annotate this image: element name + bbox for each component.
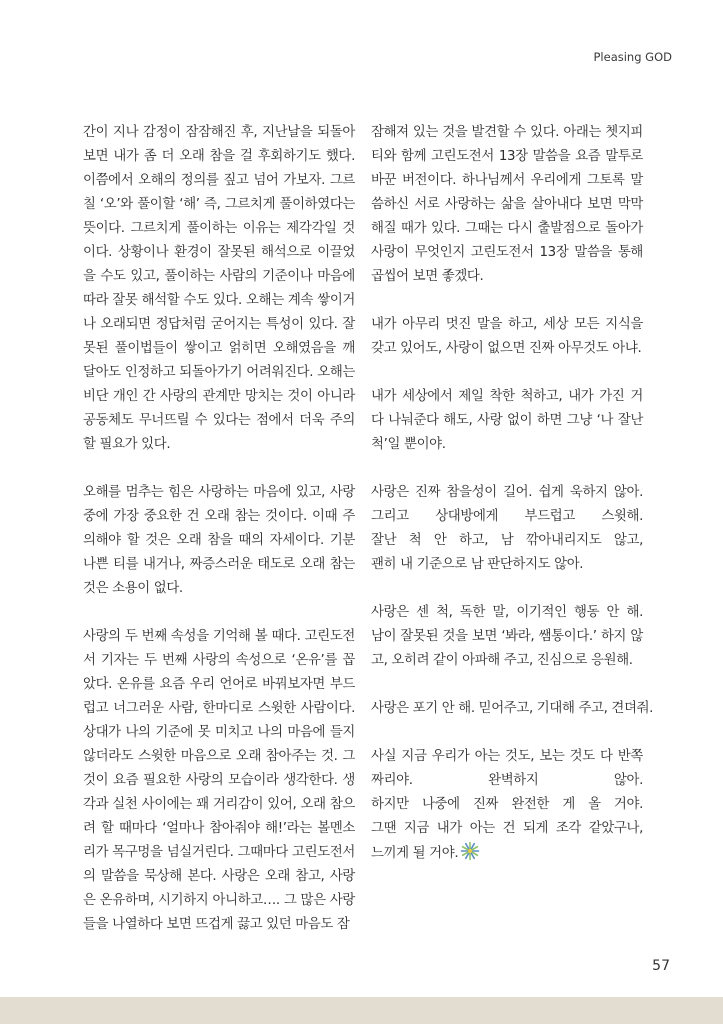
right-column (371, 121, 654, 865)
text-line: 않더라도 스윗한 마음으로 오래 참아주는 것. 그 (83, 749, 355, 764)
text-line: 서 기자는 두 번째 사랑의 속성으로 ‘온유’를 꼽 (83, 653, 355, 668)
text-line: 상대가 나의 기준에 못 미치고 나의 마음에 들지 (83, 725, 355, 740)
text-line: 의 말씀을 묵상해 본다. 사랑은 오래 참고, 사랑 (83, 869, 355, 884)
text-line: 잠해져 있는 것을 발견할 수 있다. 아래는 쳇지피 (371, 125, 643, 140)
text-line: 럽고 너그러운 사람, 한마디로 스윗한 사람이다. (83, 701, 355, 716)
text-line: 나 오래되면 정답처럼 굳어지는 특성이 있다. 잘 (83, 317, 355, 332)
text-line: 괜히 내 기준으로 남 판단하지도 않아. (371, 557, 584, 572)
text-line: 갖고 있어도, 사랑이 없으면 진짜 아무것도 아냐. (371, 341, 642, 356)
text-line: 들을 나열하다 보면 뜨겁게 끓고 있던 마음도 잠 (83, 917, 350, 932)
paragraph-gap (371, 577, 643, 601)
text-line: 곱씹어 보면 좋겠다. (371, 269, 484, 284)
running-header: Pleasing GOD (593, 50, 672, 64)
paragraph-gap (371, 673, 643, 697)
text-line: 사실 지금 우리가 아는 것도, 보는 것도 다 반쪽 (371, 749, 643, 764)
text-line: 려 할 때마다 ‘얼마나 참아줘야 해!’라는 볼멘소 (83, 821, 355, 836)
text-line: 그땐 지금 내가 아는 건 되게 조각 같았구나, (371, 821, 643, 836)
text-line: 각과 실천 사이에는 꽤 거리감이 있어, 오래 참으 (83, 797, 355, 812)
left-column (83, 121, 355, 937)
text-line: 의해야 할 것은 오래 참을 때의 자세이다. 기분 (83, 533, 355, 548)
paragraph-gap (371, 721, 643, 745)
text-line: 간이 지나 감정이 잠잠해진 후, 지난날을 되돌아 (83, 125, 355, 140)
text-line: 보면 내가 좀 더 오래 참을 걸 후회하기도 했다. (83, 149, 355, 164)
text-line: 해질 때가 있다. 그때는 다시 출발점으로 돌아가 (371, 221, 643, 236)
text-line: 하지만 나중에 진짜 완전한 게 올 거야. (371, 797, 643, 812)
text-line: 았다. 온유를 요즘 우리 언어로 바꿔보자면 부드 (83, 677, 355, 692)
text-line: 그리고 상대방에게 부드럽고 스윗해. (371, 509, 643, 524)
footer-band (0, 997, 723, 1024)
blue-flower-icon (460, 841, 480, 861)
paragraph-gap (83, 457, 355, 481)
text-line: 씀하신 서로 사랑하는 삶을 살아내다 보면 막막 (371, 197, 643, 212)
text-line: 이다. 상황이나 환경이 잘못된 해석으로 이끌었 (83, 245, 355, 260)
text-line: 비단 개인 간 사랑의 관계만 망치는 것이 아니라 (83, 389, 355, 404)
text-line: 남이 잘못된 것을 보면 ‘봐라, 쌤통이다.’ 하지 않 (371, 629, 643, 644)
text-line: 사랑의 두 번째 속성을 기억해 볼 때다. 고린도전 (83, 629, 355, 644)
text-line: 다 나눠준다 해도, 사랑 없이 하면 그냥 ‘나 잘난 (371, 413, 643, 428)
paragraph-gap (83, 601, 355, 625)
text-line: 잘난 척 안 하고, 남 깎아내리지도 않고, (371, 533, 643, 548)
text-line: 공동체도 무너뜨릴 수 있다는 점에서 더욱 주의 (83, 413, 355, 428)
text-line: 뜻이다. 그르치게 풀이하는 이유는 제각각일 것 (83, 221, 355, 236)
text-line: 내가 세상에서 제일 착한 척하고, 내가 가진 거 (371, 389, 643, 404)
text-line: 짜리야. 완벽하지 않아. (371, 773, 643, 788)
text-line: 이쯤에서 오해의 정의를 짚고 넘어 가보자. 그르 (83, 173, 355, 188)
text-line: 바꾼 버전이다. 하나님께서 우리에게 그토록 말 (371, 173, 643, 188)
text-line: 중에 가장 중요한 건 오래 참는 것이다. 이때 주 (83, 509, 355, 524)
paragraph-gap (371, 457, 643, 481)
text-line: 사랑은 포기 안 해. 믿어주고, 기대해 주고, 견뎌줘. (371, 701, 654, 716)
page-number: 57 (652, 958, 670, 974)
text-line: 사랑은 진짜 참을성이 길어. 쉽게 욱하지 않아. (371, 485, 643, 500)
text-line: 칠 ‘오’와 풀이할 ‘해’ 즉, 그르치게 풀이하였다는 (83, 197, 355, 212)
text-line: 것은 소용이 없다. (83, 581, 183, 596)
text-line: 내가 아무리 멋진 말을 하고, 세상 모든 지식을 (371, 317, 643, 332)
text-line: 것이 요즘 필요한 사랑의 모습이라 생각한다. 생 (83, 773, 355, 788)
text-line: 달아도 인정하고 되돌아가기 어려워진다. 오해는 (83, 365, 355, 380)
text-line: 따라 잘못 해석할 수도 있다. 오해는 계속 쌓이거 (83, 293, 355, 308)
text-line: 을 수도 있고, 풀이하는 사람의 기준이나 마음에 (83, 269, 355, 284)
text-line: 사랑이 무엇인지 고린도전서 13장 말씀을 통해 (371, 245, 643, 260)
text-line: 고, 오히려 같이 아파해 주고, 진심으로 응원해. (371, 653, 633, 668)
paragraph-gap (371, 289, 643, 313)
text-line: 나쁜 티를 내거나, 짜증스러운 태도로 오래 참는 (83, 557, 355, 572)
text-line: 오해를 멈추는 힘은 사랑하는 마음에 있고, 사랑 (83, 485, 355, 500)
text-line: 척’일 뿐이야. (371, 437, 446, 452)
text-line: 할 필요가 있다. (83, 437, 171, 452)
text-line: 티와 함께 고린도전서 13장 말씀을 요즘 말투로 (371, 149, 643, 164)
text-line: 못된 풀이법들이 쌓이고 얽히면 오해였음을 깨 (83, 341, 355, 356)
text-line: 느끼게 될 거야. (371, 841, 643, 865)
text-line: 리가 목구멍을 넘실거린다. 그때마다 고린도전서 (83, 845, 355, 860)
text-line: 사랑은 센 척, 독한 말, 이기적인 행동 안 해. (371, 605, 643, 620)
paragraph-gap (371, 361, 643, 385)
text-line: 은 온유하며, 시기하지 아니하고…. 그 많은 사랑 (83, 893, 355, 908)
